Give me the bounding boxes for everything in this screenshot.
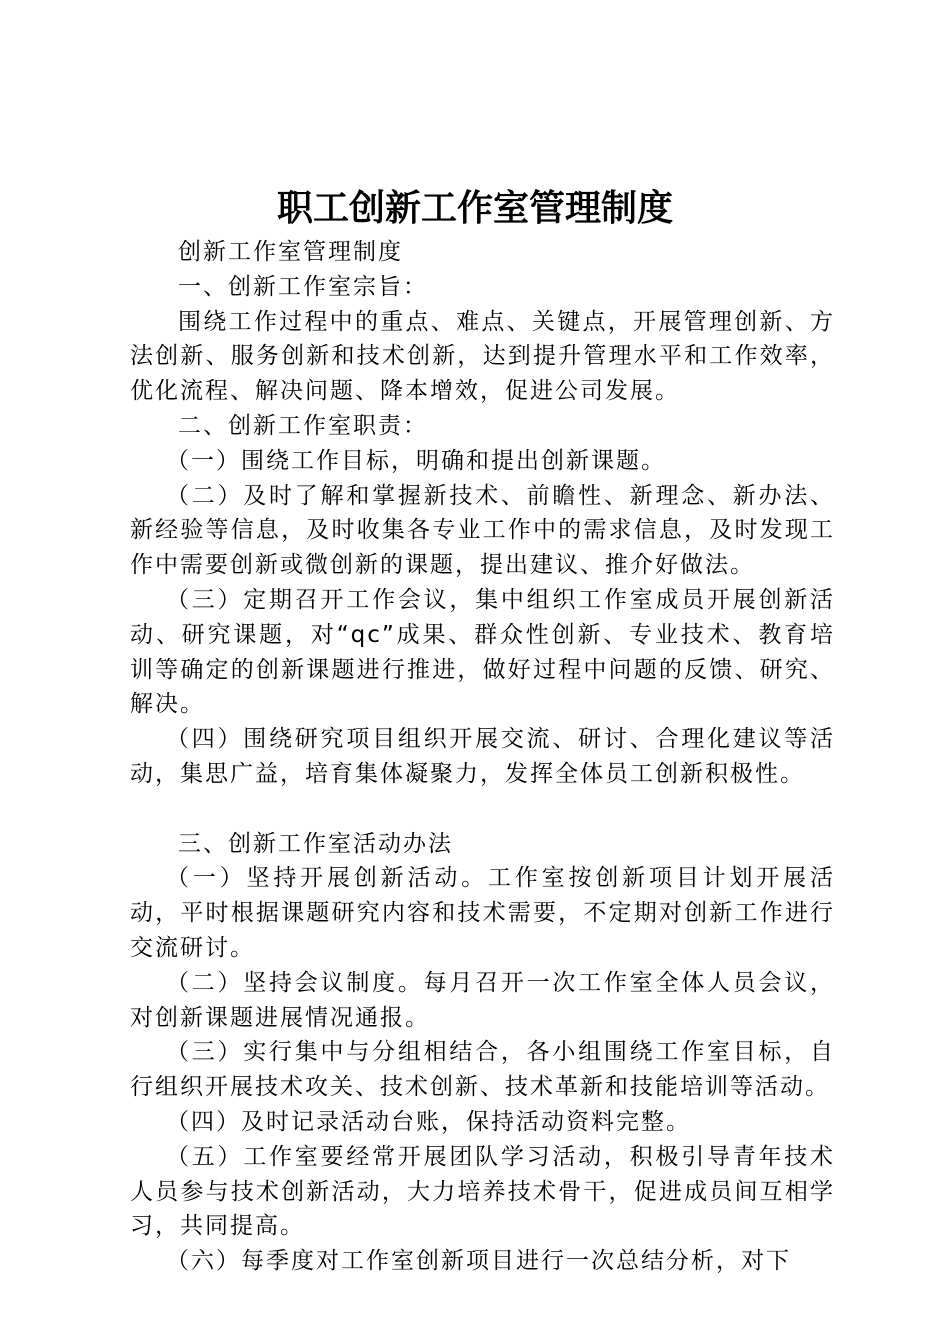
activity-item-1: （一）坚持开展创新活动。工作室按创新项目计划开展活动，平时根据课题研究内容和技术需要，不定期对创新工作进行交流研讨。 (130, 865, 835, 961)
activity-item-6: （六）每季度对工作室创新项目进行一次总结分析，对下 (166, 1248, 791, 1275)
section-heading-purpose: 一、创新工作室宗旨： (178, 273, 428, 300)
activity-item-2: （二）坚持会议制度。每月召开一次工作室全体人员会议，对创新课题进展情况通报。 (130, 969, 835, 1031)
activity-item-4: （四）及时记录活动台账，保持活动资料完整。 (166, 1108, 691, 1135)
document-title: 职工创新工作室管理制度 (276, 187, 673, 229)
purpose-paragraph: 围绕工作过程中的重点、难点、关键点，开展管理创新、方法创新、服务创新和技术创新，达到提升管理水平和工作效率，优化流程、解决问题、降本增效，促进公司发展。 (130, 308, 835, 405)
document-body (130, 235, 835, 1279)
duty-item-4: （四）围绕研究项目组织开展交流、研讨、合理化建议等活动，集思广益，培育集体凝聚力，发挥全体员工创新积极性。 (130, 726, 835, 787)
section-heading-activities: 三、创新工作室活动办法 (178, 830, 453, 857)
duty-item-2: （二）及时了解和掌握新技术、前瞻性、新理念、新办法、新经验等信息，及时收集各专业工作中的需求信息，及时发现工作中需要创新或微创新的课题，提出建议、推介好做法。 (130, 482, 835, 579)
paragraph-gap (130, 792, 835, 827)
activity-item-5: （五）工作室要经常开展团队学习活动，积极引导青年技术人员参与技术创新活动，大力培养技术骨干，促进成员间互相学习，共同提高。 (130, 1143, 835, 1240)
duty-item-1: （一）围绕工作目标，明确和提出创新课题。 (166, 447, 666, 474)
activity-item-3: （三）实行集中与分组相结合，各小组围绕工作室目标，自行组织开展技术攻关、技术创新、技术革新和技能培训等活动。 (130, 1039, 835, 1101)
subtitle-paragraph: 创新工作室管理制度 (178, 239, 403, 265)
duty-item-3: （三）定期召开工作会议，集中组织工作室成员开展创新活动、研究课题，对“qc”成果、群众性创新、专业技术、教育培训等确定的创新课题进行推进，做好过程中问题的反馈、研究、解决。 (130, 586, 835, 718)
section-heading-duties: 二、创新工作室职责： (178, 412, 428, 439)
